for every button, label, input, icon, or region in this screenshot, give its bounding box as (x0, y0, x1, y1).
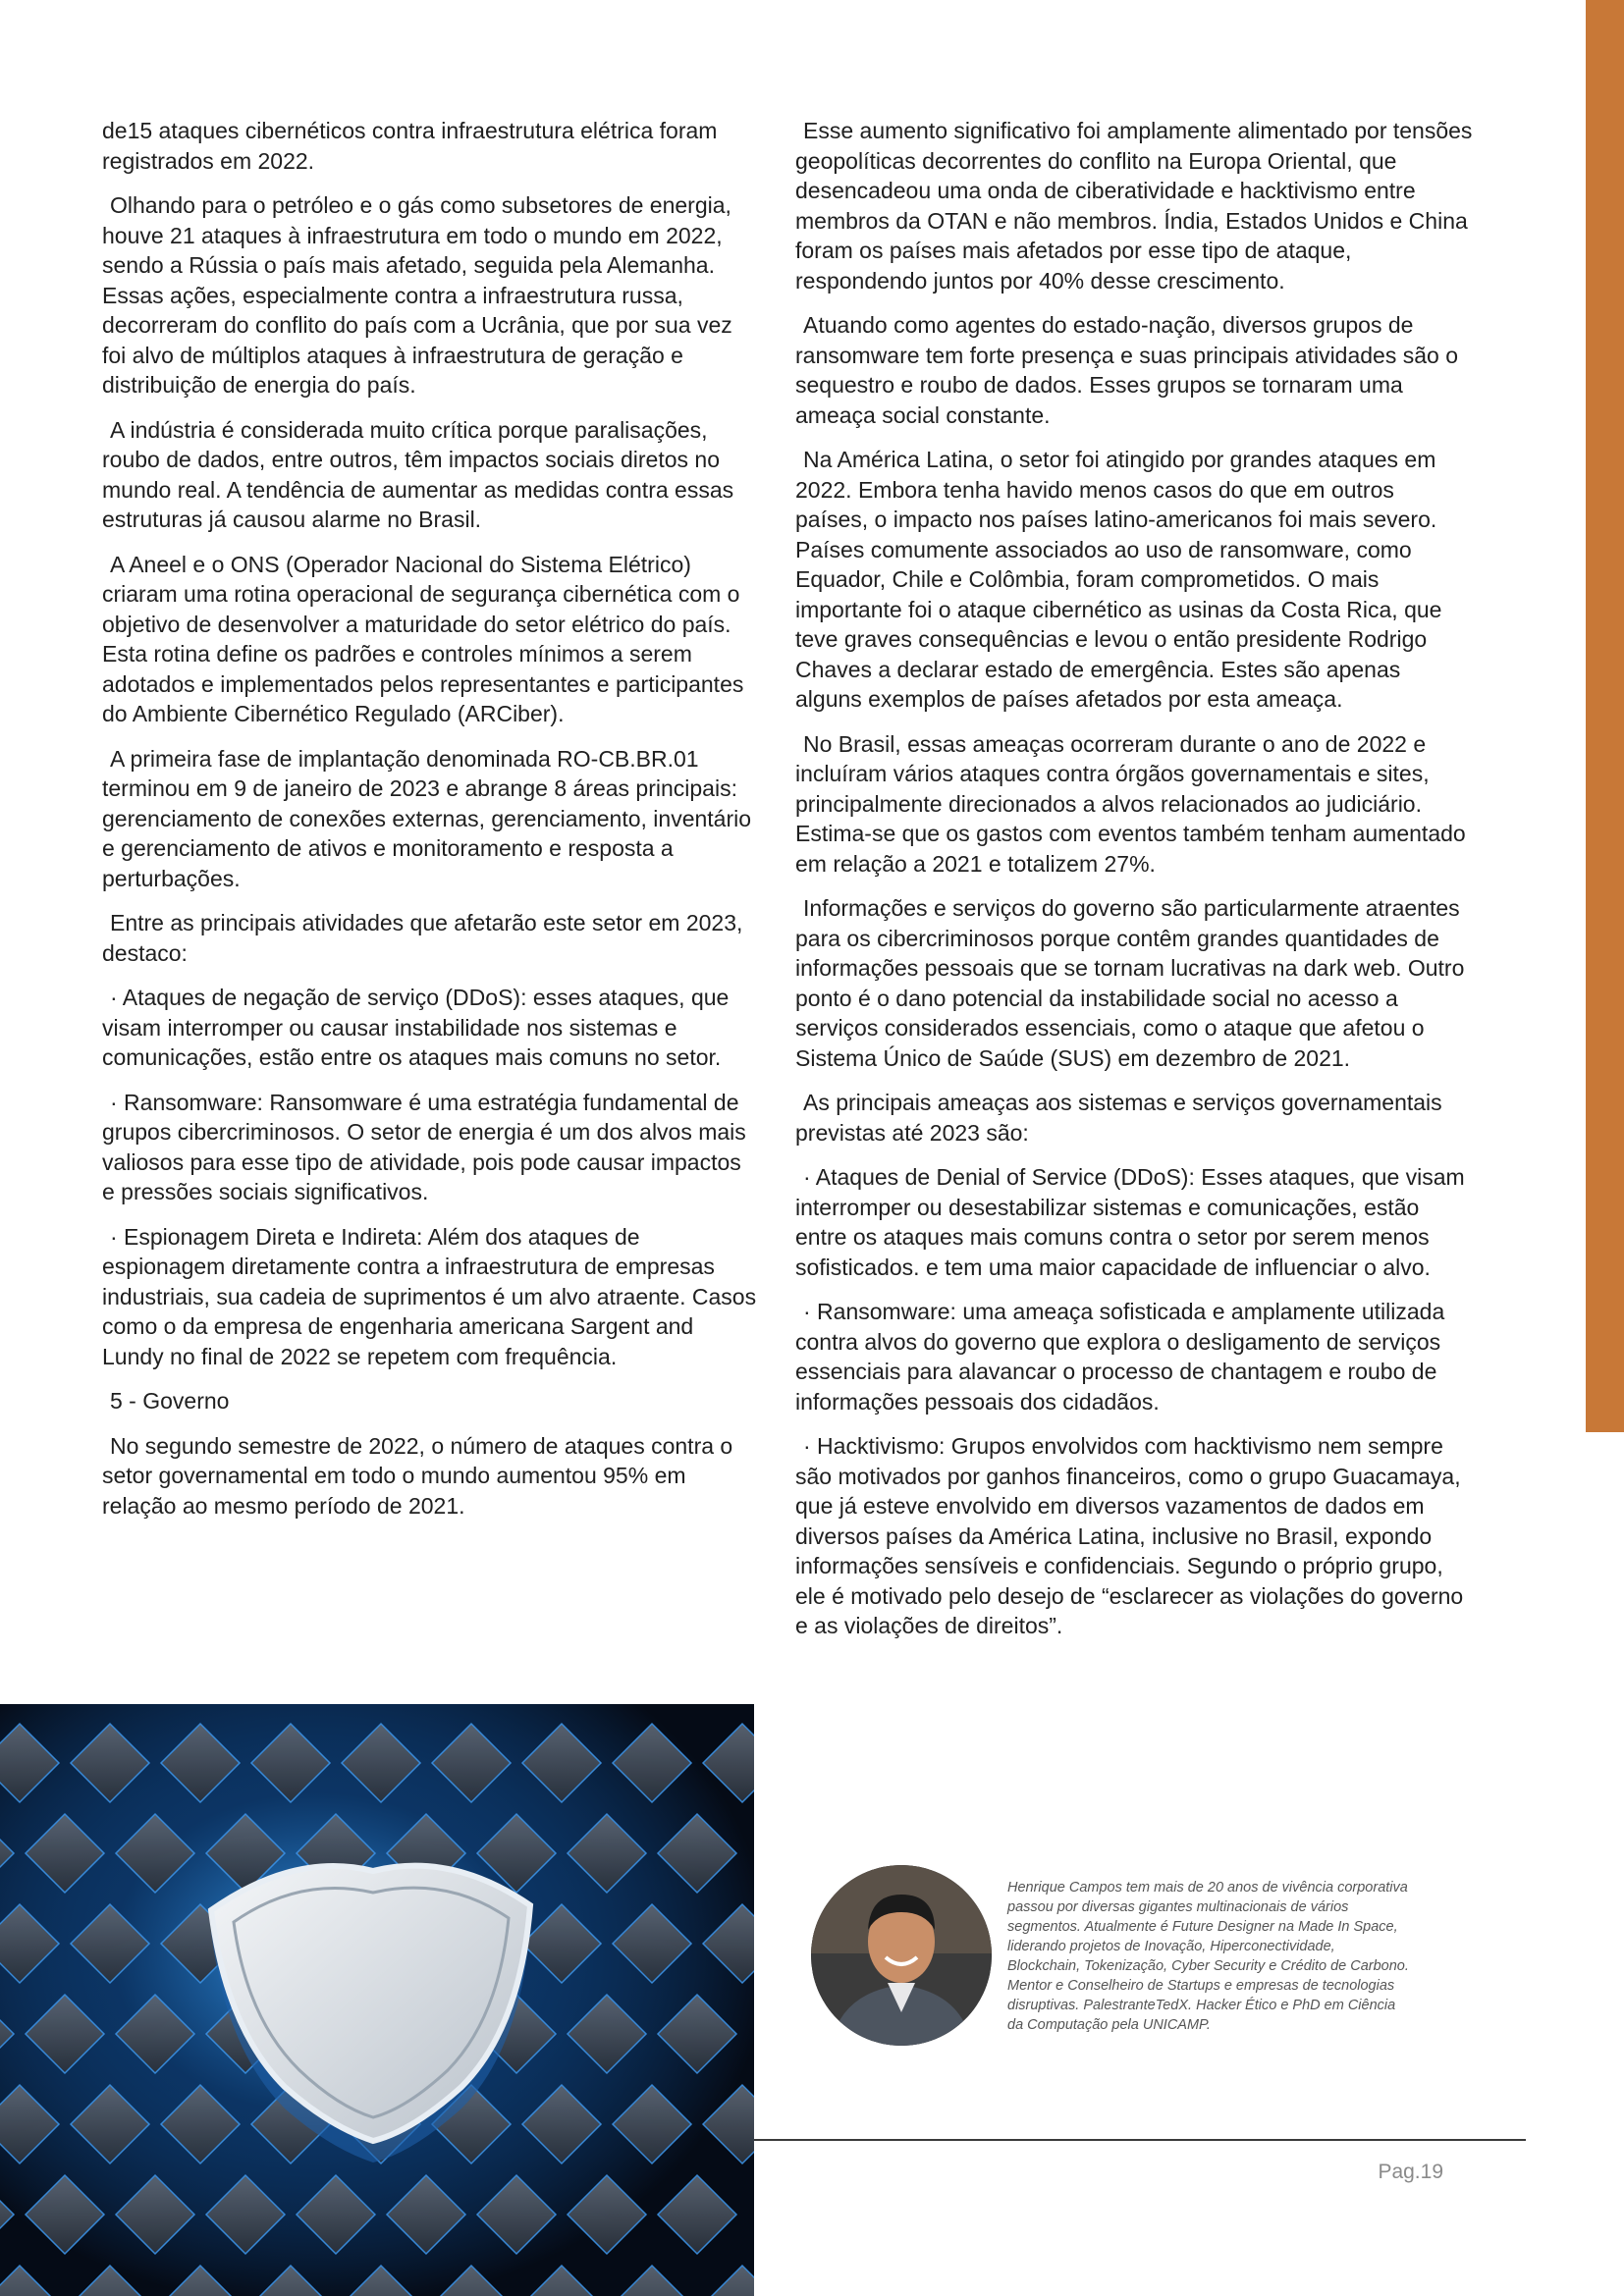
author-bio: Henrique Campos tem mais de 20 anos de vivência corporativa passou por diversas gigantes multinacionais de vários segmentos. Atualmente é Future Designer na Made In Space, liderando projetos de Inovação, Hiperconectividade, Blockchain, Tokenização, Cyber Security e Crédito de Carbono. Mentor e Conselheiro de Startups e empresas de tecnologias disruptivas. PalestranteTedX. Hacker Ético e PhD em Ciência da Computação pela UNICAMP. (1007, 1880, 1409, 2033)
paragraph: de15 ataques cibernéticos contra infraestrutura elétrica foram registrados em 2022. (102, 118, 718, 174)
footer-divider (754, 2139, 1526, 2141)
bullet-paragraph: · Ataques de Denial of Service (DDoS): Esses ataques, que visam interromper ou desestabilizar sistemas e comunicações, estão entre os ataques mais comuns contra o setor por serem menos sofisticados. e tem uma maior capacidade de influenciar o alvo. (795, 1164, 1465, 1280)
paragraph: A indústria é considerada muito crítica porque paralisações, roubo de dados, entre outros, têm impactos sociais diretos no mundo real. A tendência de aumentar as medidas contra essas estruturas já causou alarme no Brasil. (102, 416, 734, 532)
paragraph: No segundo semestre de 2022, o número de ataques contra o setor governamental em todo o mundo aumentou 95% em relação ao mesmo período de 2021. (102, 1432, 733, 1519)
paragraph: Informações e serviços do governo são particularmente atraentes para os cibercriminosos porque contêm grandes quantidades de informações pessoais que se tornam lucrativas na dark web. Outro ponto é o dano potencial da instabilidade social no acesso a serviços considerados essenciais, como o ataque que afetou o Sistema Único de Saúde (SUS) em dezembro de 2021. (795, 895, 1465, 1071)
paragraph: Olhando para o petróleo e o gás como subsetores de energia, houve 21 ataques à infraestrutura em todo o mundo em 2022, sendo a Rússia o país mais afetado, seguida pela Alemanha. Essas ações, especialmente contra a infraestrutura russa, decorreram do conflito do país com a Ucrânia, que por sua vez foi alvo de múltiplos ataques à infraestrutura de geração e distribuição de energia do país. (102, 192, 732, 398)
paragraph: Esse aumento significativo foi amplamente alimentado por tensões geopolíticas decorrentes do conflito na Europa Oriental, que desencadeou uma onda de ciberatividade e hacktivismo entre membros da OTAN e não membros. Índia, Estados Unidos e China foram os países mais afetados por esse tipo de ataque, respondendo juntos por 40% desse crescimento. (795, 118, 1473, 294)
cyber-shield-illustration (0, 1704, 754, 2296)
bullet-paragraph: · Espionagem Direta e Indireta: Além dos ataques de espionagem diretamente contra a infraestrutura de empresas industriais, sua cadeia de suprimentos é um alvo atraente. Casos como o da empresa de engenharia americana Sargent and Lundy no final de 2022 se repetem com frequência. (102, 1223, 757, 1369)
bullet-paragraph: · Hacktivismo: Grupos envolvidos com hacktivismo nem sempre são motivados por ganhos financeiros, como o grupo Guacamaya, que já esteve envolvido em diversos vazamentos de dados em diversos países da América Latina, inclusive no Brasil, expondo informações sensíveis e confidenciais. Segundo o próprio grupo, ele é motivado pelo desejo de “esclarecer as violações do governo e as violações de direitos”. (795, 1433, 1464, 1638)
accent-side-bar (1586, 0, 1624, 1432)
paragraph: As principais ameaças aos sistemas e serviços governamentais previstas até 2023 são: (795, 1090, 1442, 1146)
bullet-paragraph: · Ransomware: uma ameaça sofisticada e amplamente utilizada contra alvos do governo que explora o desligamento de serviços essenciais para alavancar o processo de chantagem e roubo de informações pessoais dos cidadãos. (795, 1299, 1445, 1415)
paragraph: A Aneel e o ONS (Operador Nacional do Sistema Elétrico) criaram uma rotina operacional de segurança cibernética com o objetivo de desenvolver a maturidade do setor elétrico do país. Esta rotina define os padrões e controles mínimos a serem adotados e implementados pelos representantes e participantes do Ambiente Cibernético Regulado (ARCiber). (102, 551, 744, 726)
author-avatar (811, 1865, 992, 2046)
paragraph: A primeira fase de implantação denominada RO-CB.BR.01 terminou em 9 de janeiro de 2023 e abrange 8 áreas principais: gerenciamento de conexões externas, gerenciamento, inventário e gerenciamento de ativos e monitoramento e resposta a perturbações. (102, 745, 752, 891)
paragraph: Atuando como agentes do estado-nação, diversos grupos de ransomware tem forte presença e suas principais atividades são o sequestro e roubo de dados. Esses grupos se tornaram uma ameaça social constante. (795, 312, 1459, 428)
paragraph: Na América Latina, o setor foi atingido por grandes ataques em 2022. Embora tenha havido menos casos do que em outros países, o impacto nos países latino-americanos foi mais severo. Países comumente associados ao uso de ransomware, como Equador, Chile e Colômbia, foram comprometidos. O mais importante foi o ataque cibernético as usinas da Costa Rica, que teve graves consequências e levou o então presidente Rodrigo Chaves a declarar estado de emergência. Estes são apenas alguns exemplos de países afetados por esta ameaça. (795, 447, 1442, 712)
paragraph: Entre as principais atividades que afetarão este setor em 2023, destaco: (102, 910, 743, 966)
paragraph: No Brasil, essas ameaças ocorreram durante o ano de 2022 e incluíram vários ataques contra órgãos governamentais e sites, principalmente direcionados a alvos relacionados ao judiciário. Estima-se que os gastos com eventos também tenham aumentado em relação a 2021 e totalizem 27%. (795, 730, 1466, 877)
section-heading: 5 - Governo (110, 1388, 230, 1414)
left-text-column (102, 116, 758, 1535)
right-text-column (795, 116, 1473, 1656)
page-number: Pag.19 (1378, 2161, 1443, 2183)
bullet-paragraph: · Ataques de negação de serviço (DDoS): esses ataques, que visam interromper ou causar instabilidade nos sistemas e comunicações, estão entre os ataques mais comuns no setor. (102, 985, 730, 1070)
bullet-paragraph: · Ransomware: Ransomware é uma estratégia fundamental de grupos cibercriminosos. O setor de energia é um dos alvos mais valiosos para esse tipo de atividade, pois pode causar impactos e pressões sociais significativos. (102, 1089, 746, 1204)
